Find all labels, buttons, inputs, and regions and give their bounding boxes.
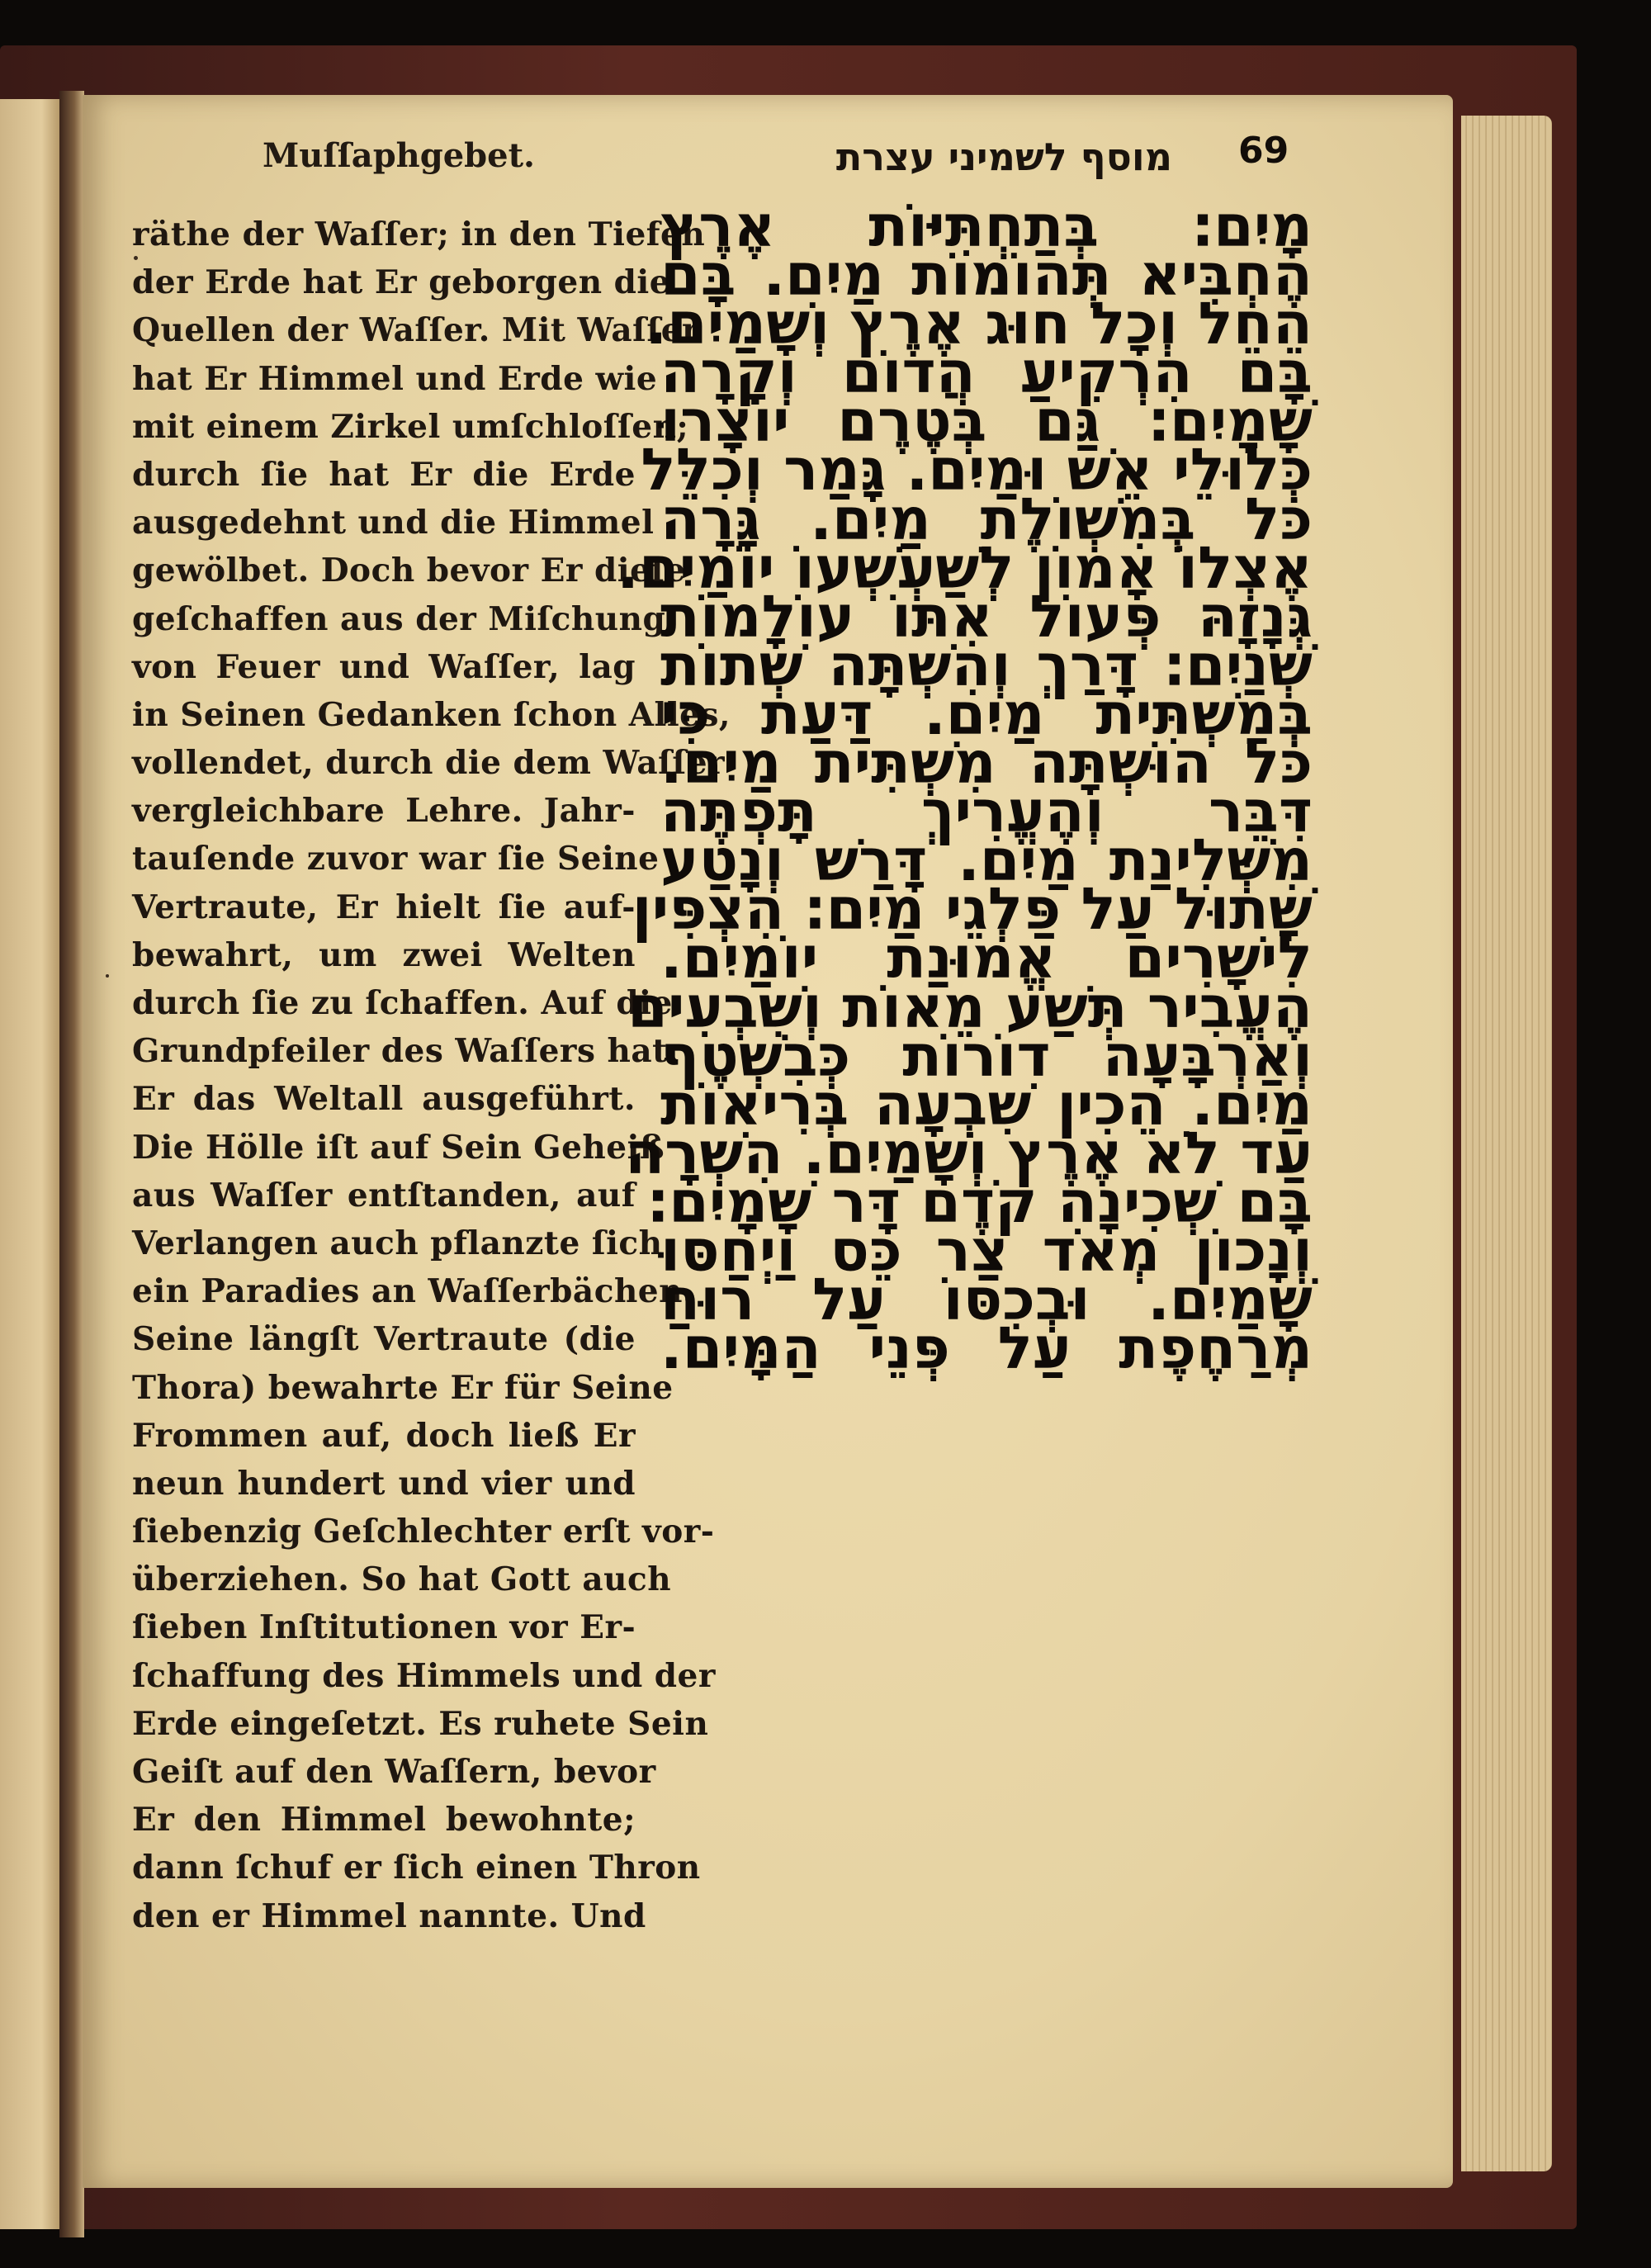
paper-speck (134, 256, 138, 260)
german-text-line: Verlangen auch pflanzte ſich (132, 1224, 663, 1262)
german-text-line: Grundpfeiler des Waſſers hat (132, 1032, 668, 1071)
hebrew-text-line: וְאַרְבָּעָה דוֹרוֹת כְּבִשְׁטֶף (660, 1021, 1313, 1090)
german-text-line: ſiebenzig Geſchlechter erſt vor- (132, 1513, 715, 1551)
hebrew-text-line: שָׁמַיִם. וּבְכִסּוֹ עַל רוּחַ (660, 1266, 1313, 1334)
hebrew-text-line: הֶחְבִּיא תְּהוֹמוֹת מַיִם. בָּם (660, 241, 1313, 310)
german-text-line: vollendet, durch die dem Waſſer (132, 744, 726, 783)
german-text-line: von Feuer und Waſſer, lag (132, 647, 636, 686)
book-gutter (59, 91, 84, 2237)
hebrew-text-line: עַד לֹא אֶרֶץ וְשָׁמַיִם. הִשְׁרָה (625, 1119, 1313, 1187)
german-text-line: ausgedehnt und die Himmel (132, 504, 655, 542)
paper-speck (106, 974, 109, 978)
page-number-text: 69 (1238, 130, 1289, 172)
german-text-line: bewahrt, um zwei Welten (132, 935, 636, 974)
hebrew-text-line: שָׁמָיִם׃ גַּם בְּטֶרֶם יוֹצָרוּ (660, 387, 1313, 456)
german-text-line: Frommen auf, doch ließ Er (132, 1416, 636, 1455)
german-text-line: Quellen der Waſſer. Mit Waſſer (132, 311, 700, 350)
hebrew-text-line: שָׁתוּל עַל פַּלְגֵי מַיִם׃ הִצְפִּין (632, 875, 1313, 944)
hebrew-text-line: מִשְּׁלִינַת מַיִם. דָּרַשׁ וְנָטַע (660, 826, 1313, 895)
german-text-line: Seine längſt Vertraute (die (132, 1320, 636, 1359)
german-text-line: Er das Weltall ausgeführt. (132, 1080, 636, 1119)
german-text-line: räthe der Waſſer; in den Tiefen (132, 215, 706, 253)
hebrew-text-line: אֶצְלוֹ אָמוֹן לְשַׁעְשְׁעוֹ יוֹמַיִם. (617, 533, 1313, 602)
german-text-line: ſieben Inſtitutionen vor Er- (132, 1608, 636, 1647)
german-text-line: geſchaffen aus der Miſchung (132, 599, 666, 638)
hebrew-text-line: דִּבֵּר וְהֶעֱרִיךְ תָּפְתֶּה (660, 778, 1313, 846)
german-text-line: neun hundert und vier und (132, 1464, 636, 1503)
german-text-line: gewölbet. Doch bevor Er dieſe (132, 552, 686, 590)
hebrew-text-line: כֹּל בְּמִשְׁוֹלֶת מַיִם. גָּרָה (660, 485, 1313, 553)
german-text-line: Er den Himmel bewohnte; (132, 1801, 636, 1839)
german-text-line: überziehen. So hat Gott auch (132, 1560, 672, 1599)
hebrew-text-line: גְּנָזָהּ פְּעוֹל אִתּוֹ עוֹלָמוֹת (660, 582, 1313, 651)
german-text-line: Erde eingeſetzt. Es ruhete Sein (132, 1704, 709, 1743)
hebrew-text-line: וְנָכוֹן מְאֹד צַר כֵּס וַיְחַסּוּ (660, 1216, 1313, 1285)
german-text-line: Vertraute, Er hielt ſie auf- (132, 888, 636, 926)
hebrew-text-line: הֶעֱבִיר תְּשַׁע מֵאוֹת וְשִׁבְעִים (627, 973, 1313, 1041)
german-text-line: den er Himmel nannte. Und (132, 1896, 646, 1935)
hebrew-text-column (617, 192, 1313, 1383)
german-text-line: Thora) bewahrte Er für Seine (132, 1368, 674, 1407)
page-edges (1461, 116, 1552, 2171)
german-text-line: der Erde hat Er geborgen die (132, 263, 671, 302)
running-header-german: Muſſaphgebet. (263, 136, 535, 175)
german-text-line: ein Paradies an Waſſerbächen. (132, 1272, 695, 1311)
hebrew-text-line: כֹּל הוּשְׁתָּה מִשְׁתִּית מַיִם. (660, 729, 1313, 798)
hebrew-text-line: שְׁנַיִם׃ דָּרַךְ וְהִשְׁתָּה שְׁתוֹת (660, 631, 1313, 699)
hebrew-text-line: כְּלוּלֵי אֵשׁ וּמַיִם. גָּמַר וְכִלֵּל (641, 436, 1313, 504)
german-text-line: dann ſchuf er ſich einen Thron (132, 1849, 701, 1887)
left-page-edge (0, 99, 59, 2229)
page-number (1238, 130, 1288, 172)
german-translation-column (132, 211, 731, 1940)
german-text-line: vergleichbare Lehre. Jahr- (132, 792, 636, 831)
german-text-line: Geiſt auf den Waſſern, bevor (132, 1753, 656, 1791)
hebrew-text-line: בָּם הִרְקִיעַ הֲדוֹם וְקָרָה (660, 339, 1313, 407)
hebrew-text-line: מָיִם׃ בְּתַחְתִּיּוֹת אֶרֶץ (660, 192, 1313, 260)
running-header-hebrew: מוסף לשמיני עצרת (835, 135, 1172, 179)
german-text-line: durch ſie zu ſchaffen. Auf die (132, 984, 673, 1022)
german-text-line: ſchaffung des Himmels und der (132, 1656, 716, 1695)
german-text-line: Die Hölle iſt auf Sein Geheiß (132, 1128, 665, 1167)
hebrew-text-line: לִישָׁרִים אֱמוּנַת יוֹמַיִם. (660, 924, 1313, 992)
hebrew-text-line: הֵחֵל וְכָל חוּג אֶרֶץ וְשָׁמַיִם. (645, 290, 1313, 358)
german-text-line: in Seinen Gedanken ſchon Alles, (132, 695, 731, 734)
german-text-line: tauſende zuvor war ſie Seine (132, 840, 660, 878)
german-text-line: durch ſie hat Er die Erde (132, 455, 636, 494)
hebrew-text-line: בָּם שְׁכִינָה קֹדֶם דָּר שָׁמָיִם׃ (647, 1167, 1313, 1236)
german-text-line: hat Er Himmel und Erde wie (132, 359, 658, 398)
hebrew-text-line: מַיִם. הֵכִין שִׁבְעָה בְּרִיאוֹת (660, 1070, 1313, 1139)
hebrew-text-line: בְּמַשְׁתִּית מַיִם. דַּעַת כִּי (660, 679, 1313, 748)
german-text-line: mit einem Zirkel umſchloſſen; (132, 407, 689, 446)
hebrew-text-line: מְרַחֶפֶת עַל פְּנֵי הַמָּיִם. (660, 1314, 1313, 1383)
german-text-line: aus Waſſer entſtanden, auf (132, 1176, 636, 1214)
